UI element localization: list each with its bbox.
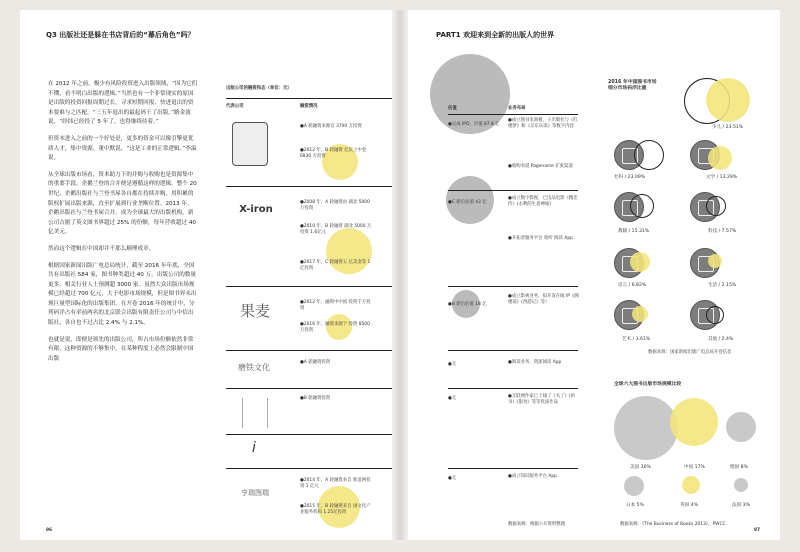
business-note: ●收购书道 Pagename 扩张渠道 xyxy=(508,164,573,169)
share-circle-yellow xyxy=(708,146,732,170)
share-circle-yellow xyxy=(632,306,648,322)
paragraph: 也就是说，即便是领先的出版公司，所占市场份额依然非常有限，这种资源的不够集中，在某种程度上必然会限制中国出版 xyxy=(48,336,194,362)
right-page-title: PART1 欢迎来到全新的出版人的世界 xyxy=(436,31,555,39)
company-logo-motie: 磨铁文化 xyxy=(238,363,270,372)
share-label: 科技 / 7.57% xyxy=(708,229,737,234)
finance-note: ●2014 年，A 轮融资来自 新浪网投资 1 亿元 xyxy=(300,478,371,489)
valuation-value: ●无 xyxy=(448,476,457,481)
market-circle-germany xyxy=(726,412,756,442)
market-label: 中国 17% xyxy=(684,465,705,470)
finance-note: ●2016 年，融资来源于 投资 8500 万投资 xyxy=(300,322,370,333)
row-divider xyxy=(226,350,392,351)
finance-note: ●A 轮融资来源自 3700 万投资 xyxy=(300,124,362,129)
share-label: 少儿 / 23.51% xyxy=(712,125,744,130)
row-divider xyxy=(448,468,578,469)
row-divider xyxy=(226,434,392,435)
article-body xyxy=(48,80,198,371)
company-logo-guomai: 果麦 xyxy=(239,302,270,320)
row-divider xyxy=(448,190,578,191)
finance-note: ●2010 年，B 轮融资 湖北 5000 万投资 1.6亿元 xyxy=(300,224,372,235)
valuation-value: ●无 xyxy=(448,362,457,367)
share-label: 教辅 / 15.31% xyxy=(618,229,650,234)
paragraph: 根据国家新闻出版广电总局统计，截至 2016 年年底，全国共有出版社 584 家，图书种类超过 40 万。出版公司的数量更多，相关行业人士预测超 3000 家。虽然大众出版市场规模已经超过 700 亿元，大于电影市场规模，但是图书界未出现巨量型国际化的出版集团。在开卷 2016 年的统计中，分列码洋占有率前两名的北京联合出版有限责任公司与中信出版社，各自也不过占比 2.4% 与 2.1%。 xyxy=(48,262,197,327)
page-number: 86 xyxy=(46,528,53,533)
row-divider xyxy=(448,286,578,287)
page-number: 87 xyxy=(754,528,761,533)
table-title xyxy=(226,86,292,92)
valuation-value: ●B 轮后估值 18 亿 xyxy=(448,302,487,307)
finance-note: ●2008 年，A 轮融资由 湖北 5000 万投资 xyxy=(300,200,370,211)
table-unit: （单位：元） xyxy=(265,86,292,91)
col-finance-header: 融资情况 xyxy=(300,104,318,109)
valuation-value: ●无 xyxy=(448,396,457,401)
share-ring-outline xyxy=(706,306,724,324)
company-logo-hengrui: 亨瑞图瑞 xyxy=(241,489,269,497)
valuation-value: ●完成 IPO，市值 87.8 亿 xyxy=(448,122,500,127)
business-note: ●成立影视业务，拟开发在线 IP《阁楼前》(西游记》等） xyxy=(508,294,579,305)
share-label: 其他 / 2.4% xyxy=(708,337,734,342)
company-logo-i: i xyxy=(252,440,256,456)
market-circle-france xyxy=(734,478,748,492)
row-divider xyxy=(226,388,392,389)
col-business-header: 业务布局 xyxy=(508,106,526,111)
company-logo-xiron: X-iron xyxy=(239,204,273,215)
chart1-source: 数据来源：国家新闻出版广电总局开卷信息 xyxy=(648,350,732,355)
chart1-title: 2016 年中国图书市场细分市场码洋比重 xyxy=(608,80,657,91)
finance-note: ●2015 年，B 轮融资来自 国文化产业服务机构 1.25亿投资 xyxy=(300,504,371,515)
share-ring-outline xyxy=(630,194,654,218)
share-ring-outline xyxy=(706,196,726,216)
business-note: ●互联网作家已上线了《关了》(的书)《甜食》等等优质作品 xyxy=(508,394,576,405)
business-note: ●成立数字影视，已出品电影《精忠传》(永利的生意神通) xyxy=(508,196,578,207)
share-ring-outline xyxy=(634,140,664,170)
table-rule xyxy=(448,114,578,115)
share-circle-yellow xyxy=(630,252,650,272)
book-spine xyxy=(392,10,408,540)
paragraph: 然而这个逻辑在中国却并不那么顺理成章。 xyxy=(48,245,155,252)
market-circle-uk xyxy=(682,476,700,494)
chart2-title: 全球六大图书出版市场规模比较 xyxy=(614,382,682,387)
share-label: 文学 / 13.29% xyxy=(706,175,738,180)
source-note: 数据来源：根据公开资料整理 xyxy=(508,522,566,527)
table-rule xyxy=(226,98,392,99)
market-label: 日本 5% xyxy=(626,503,644,508)
row-divider xyxy=(226,186,392,187)
row-divider xyxy=(448,350,578,351)
finance-note: ●2012 年，B 轮融资 亿以上中金 6830 万投资 xyxy=(300,148,367,159)
company-logo-vertical xyxy=(242,398,268,428)
paragraph: 从全球出版市场看，资本助力下的并购与收购也是资源集中的重要手段。企鹅兰登的合并便是遵循这样的逻辑。整个 20 世纪，企鹅出版社与兰登书屋各自都在持续并购，用积累的版权扩展出版来源，直至扩展到行业垄断位置。2013 年，企鹅出版社与兰登书屋合并，成为全球最大的出版机构，新公司占据了英文图书界超过 25% 的份额，每年营收超过 40 亿美元。 xyxy=(48,171,197,236)
business-note: ●开拓者服务平台 收听 阅读 App xyxy=(508,236,573,241)
left-page-title: Q3 出版社还是躲在书店背后的“幕后角色”吗？ xyxy=(46,31,195,39)
right-page xyxy=(408,10,780,540)
market-label: 德国 8% xyxy=(730,465,748,470)
share-label: 艺术 / 3.61% xyxy=(622,337,651,342)
row-divider xyxy=(226,286,392,287)
paragraph: 但资本进入之前的一个好处是，更多的资金可以像引擎更优质人才，集中资源。董中默说，“这是工业的正常逻辑。”李溢说。 xyxy=(48,135,197,162)
business-note: ●成立知识服务平台 App xyxy=(508,474,557,479)
market-label: 英国 4% xyxy=(680,503,698,508)
share-circle-yellow xyxy=(706,78,750,122)
share-label: 生活 / 2.15% xyxy=(708,283,737,288)
company-logo-guomai-seal xyxy=(232,122,268,166)
finance-note: ●2012 年，融资中中国 投资千万投资 xyxy=(300,300,371,311)
share-label: 社科 / 23.09% xyxy=(614,175,646,180)
col-company-header: 代表公司 xyxy=(226,104,244,109)
finance-note: ●B 轮融资投资 xyxy=(300,396,331,401)
market-label: 美国 30% xyxy=(630,465,651,470)
business-note: ●成立图书电商板，子出版社与《红楼梦》和《京东乐读》等数字内容 xyxy=(508,118,578,129)
market-label: 法国 3% xyxy=(732,503,750,508)
share-circle-yellow xyxy=(708,254,722,268)
col-valuation-header: 估值 xyxy=(448,106,457,111)
market-circle-us xyxy=(614,396,678,460)
valuation-value: ●C 轮后估值 43 亿 xyxy=(448,200,487,205)
row-divider xyxy=(448,388,578,389)
finance-note: ●A 轮融资投资 xyxy=(300,360,331,365)
share-label: 语言 / 6.82% xyxy=(618,283,647,288)
market-circle-japan xyxy=(624,476,644,496)
chart2-source: 数据来源：《The Business of Books 2013》，PWCC xyxy=(620,522,726,527)
paragraph: 在 2012 年之前，极少有风险投资进入出版领域，“因为它们不懂，看不明白出版的逻辑。”当然也有一个非常现实的原因是出版的投资回报周期过长，寻求短期回报、快进退出的资本要难与之匹配。“三五年退出的最起码干了出版。”路金波说，“经纬已经投了 5 年了，也得继续待着。” xyxy=(48,81,198,126)
market-circle-china xyxy=(670,398,718,446)
finance-note: ●2017 年，C 轮融资五 亿美金等 1 亿投资 xyxy=(300,260,371,271)
row-divider xyxy=(226,468,392,469)
left-page xyxy=(20,10,392,540)
business-note: ●阅读业务，资深阅读 App xyxy=(508,360,562,365)
table-title-text: 出版公司的融资和态 xyxy=(226,86,266,91)
